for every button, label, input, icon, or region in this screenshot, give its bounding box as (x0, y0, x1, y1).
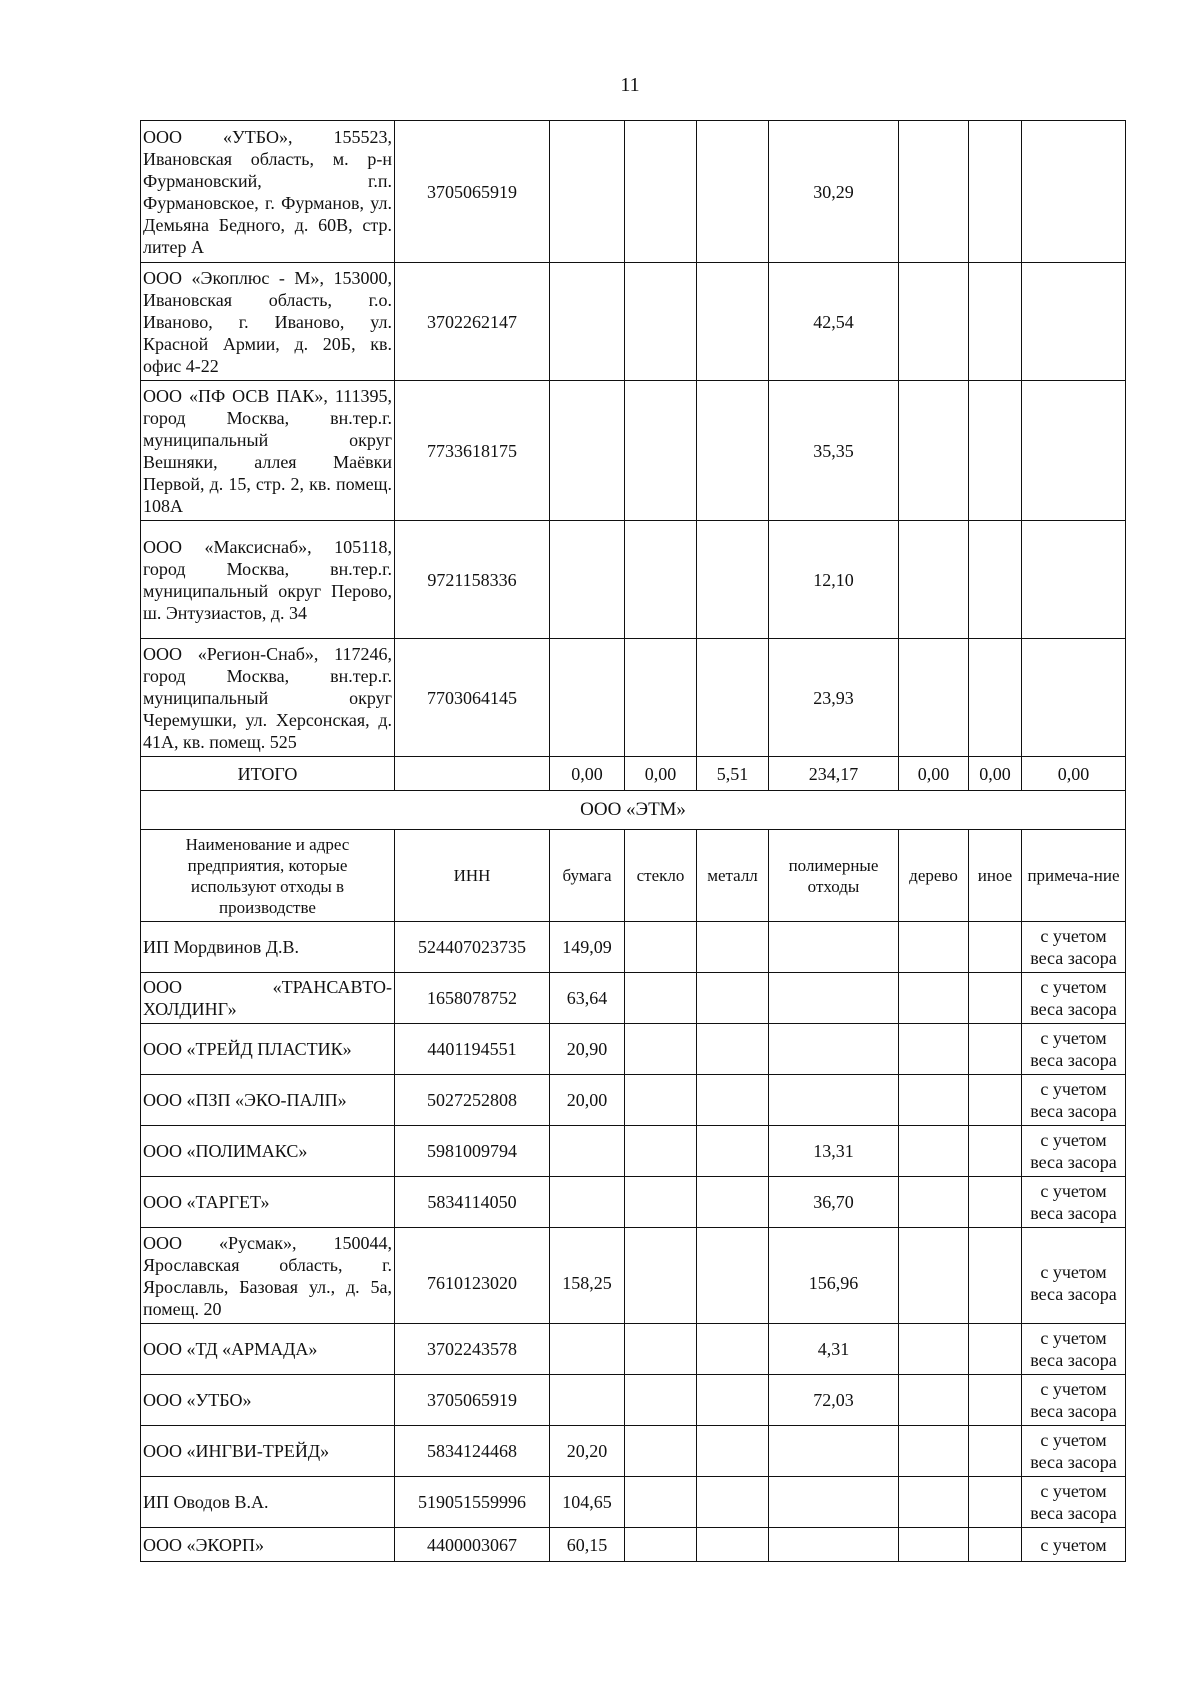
header-name: Наименование и адрес предприятия, которые используют отходы в производстве (141, 830, 395, 922)
note-cell: с учетом веса засора (1022, 922, 1126, 973)
paper-cell: 20,00 (550, 1075, 625, 1126)
note-cell: с учетом веса засора (1022, 1477, 1126, 1528)
polymer-cell: 72,03 (769, 1375, 899, 1426)
paper-cell: 20,20 (550, 1426, 625, 1477)
table-row (141, 1528, 1126, 1562)
org-name-cell: ООО «УТБО», 155523, Ивановская область, м. р-н Фурмановский, г.п. Фурмановское, г. Фурманов, ул. Демьяна Бедного, д. 60В, стр. литер А (141, 121, 395, 263)
polymer-cell (769, 973, 899, 1024)
note-cell: с учетом веса засора (1022, 1228, 1126, 1324)
header-polymer: полимерные отходы (769, 830, 899, 922)
inn-cell: 1658078752 (395, 973, 550, 1024)
total-metal: 5,51 (697, 757, 769, 791)
org-name-cell: ООО «ИНГВИ-ТРЕЙД» (141, 1426, 395, 1477)
org-name-cell: ИП Оводов В.А. (141, 1477, 395, 1528)
org-name-cell: ООО «ПОЛИМАКС» (141, 1126, 395, 1177)
header-glass: стекло (625, 830, 697, 922)
table-row (141, 1075, 1126, 1126)
inn-cell: 3702243578 (395, 1324, 550, 1375)
inn-cell: 7733618175 (395, 381, 550, 521)
note-cell: с учетом веса засора (1022, 1177, 1126, 1228)
table-row (141, 1024, 1126, 1075)
polymer-cell: 42,54 (769, 263, 899, 381)
polymer-cell: 30,29 (769, 121, 899, 263)
total-note: 0,00 (1022, 757, 1126, 791)
header-inn: ИНН (395, 830, 550, 922)
org-name-cell: ООО «Русмак», 150044, Ярославская область, г. Ярославль, Базовая ул., д. 5а, помещ. 20 (141, 1228, 395, 1324)
org-name-cell: ООО «ЭКОРП» (141, 1528, 395, 1562)
note-cell: с учетом веса засора (1022, 1375, 1126, 1426)
page-number: 11 (620, 74, 640, 96)
inn-cell: 5834114050 (395, 1177, 550, 1228)
inn-cell: 524407023735 (395, 922, 550, 973)
paper-cell: 158,25 (550, 1228, 625, 1324)
paper-cell: 20,90 (550, 1024, 625, 1075)
polymer-cell (769, 1477, 899, 1528)
polymer-cell: 13,31 (769, 1126, 899, 1177)
polymer-cell: 35,35 (769, 381, 899, 521)
polymer-cell: 36,70 (769, 1177, 899, 1228)
paper-cell (550, 1324, 625, 1375)
table-row (141, 1228, 1126, 1324)
org-name-cell: ООО «Максиснаб», 105118, город Москва, вн.тер.г. муниципальный округ Перово, ш. Энтузиастов, д. 34 (141, 521, 395, 639)
inn-cell: 9721158336 (395, 521, 550, 639)
note-cell: с учетом веса засора (1022, 973, 1126, 1024)
polymer-cell: 4,31 (769, 1324, 899, 1375)
paper-cell (550, 1375, 625, 1426)
table-row (141, 1324, 1126, 1375)
table-row (141, 381, 1126, 521)
total-polymer: 234,17 (769, 757, 899, 791)
paper-cell: 149,09 (550, 922, 625, 973)
note-cell: с учетом веса засора (1022, 1075, 1126, 1126)
org-name-cell: ИП Мордвинов Д.В. (141, 922, 395, 973)
waste-recipients-table (140, 120, 1126, 1562)
org-name-cell: ООО «ПЗП «ЭКО-ПАЛП» (141, 1075, 395, 1126)
header-paper: бумага (550, 830, 625, 922)
polymer-cell: 12,10 (769, 521, 899, 639)
polymer-cell: 156,96 (769, 1228, 899, 1324)
org-name-cell: ООО «ТАРГЕТ» (141, 1177, 395, 1228)
inn-cell: 4401194551 (395, 1024, 550, 1075)
header-other: иное (969, 830, 1022, 922)
inn-cell: 3705065919 (395, 121, 550, 263)
table-row (141, 263, 1126, 381)
org-name-cell: ООО «ТРАНСАВТО-ХОЛДИНГ» (141, 973, 395, 1024)
org-name-cell: ООО «ПФ ОСВ ПАК», 111395, город Москва, вн.тер.г. муниципальный округ Вешняки, аллея Маёвки Первой, д. 15, стр. 2, кв. помещ. 108А (141, 381, 395, 521)
section-title: ООО «ЭТМ» (141, 791, 1126, 830)
note-cell: с учетом веса засора (1022, 1324, 1126, 1375)
note-cell: с учетом веса засора (1022, 1126, 1126, 1177)
paper-cell: 104,65 (550, 1477, 625, 1528)
inn-cell: 3702262147 (395, 263, 550, 381)
inn-cell: 5981009794 (395, 1126, 550, 1177)
inn-cell: 4400003067 (395, 1528, 550, 1562)
polymer-cell (769, 922, 899, 973)
org-name-cell: ООО «ТД «АРМАДА» (141, 1324, 395, 1375)
org-name-cell: ООО «Регион-Снаб», 117246, город Москва, вн.тер.г. муниципальный округ Черемушки, ул. Херсонская, д. 41А, кв. помещ. 525 (141, 639, 395, 757)
inn-cell: 5027252808 (395, 1075, 550, 1126)
table-row (141, 1126, 1126, 1177)
section-row (141, 791, 1126, 830)
org-name-cell: ООО «Экоплюс - М», 153000, Ивановская область, г.о. Иваново, г. Иваново, ул. Красной Армии, д. 20Б, кв. офис 4-22 (141, 263, 395, 381)
polymer-cell (769, 1024, 899, 1075)
org-name-cell: ООО «УТБО» (141, 1375, 395, 1426)
total-glass: 0,00 (625, 757, 697, 791)
paper-cell (550, 1177, 625, 1228)
polymer-cell (769, 1426, 899, 1477)
table-row (141, 1375, 1126, 1426)
header-metal: металл (697, 830, 769, 922)
polymer-cell: 23,93 (769, 639, 899, 757)
inn-cell: 5834124468 (395, 1426, 550, 1477)
note-cell: с учетом веса засора (1022, 1024, 1126, 1075)
table-row (141, 922, 1126, 973)
header-row (141, 830, 1126, 922)
total-label: ИТОГО (141, 757, 395, 791)
inn-cell: 519051559996 (395, 1477, 550, 1528)
table-row (141, 521, 1126, 639)
polymer-cell (769, 1528, 899, 1562)
polymer-cell (769, 1075, 899, 1126)
note-cell: с учетом (1022, 1528, 1126, 1562)
table-row (141, 1477, 1126, 1528)
total-row (141, 757, 1126, 791)
inn-cell: 3705065919 (395, 1375, 550, 1426)
paper-cell: 63,64 (550, 973, 625, 1024)
note-cell: с учетом веса засора (1022, 1426, 1126, 1477)
paper-cell (550, 1126, 625, 1177)
table-row (141, 121, 1126, 263)
total-wood: 0,00 (899, 757, 969, 791)
header-wood: дерево (899, 830, 969, 922)
table-row (141, 1177, 1126, 1228)
total-other: 0,00 (969, 757, 1022, 791)
paper-cell: 60,15 (550, 1528, 625, 1562)
header-note: примеча-ние (1022, 830, 1126, 922)
total-paper: 0,00 (550, 757, 625, 791)
org-name-cell: ООО «ТРЕЙД ПЛАСТИК» (141, 1024, 395, 1075)
table-row (141, 639, 1126, 757)
table-row (141, 973, 1126, 1024)
table-row (141, 1426, 1126, 1477)
inn-cell: 7703064145 (395, 639, 550, 757)
inn-cell: 7610123020 (395, 1228, 550, 1324)
